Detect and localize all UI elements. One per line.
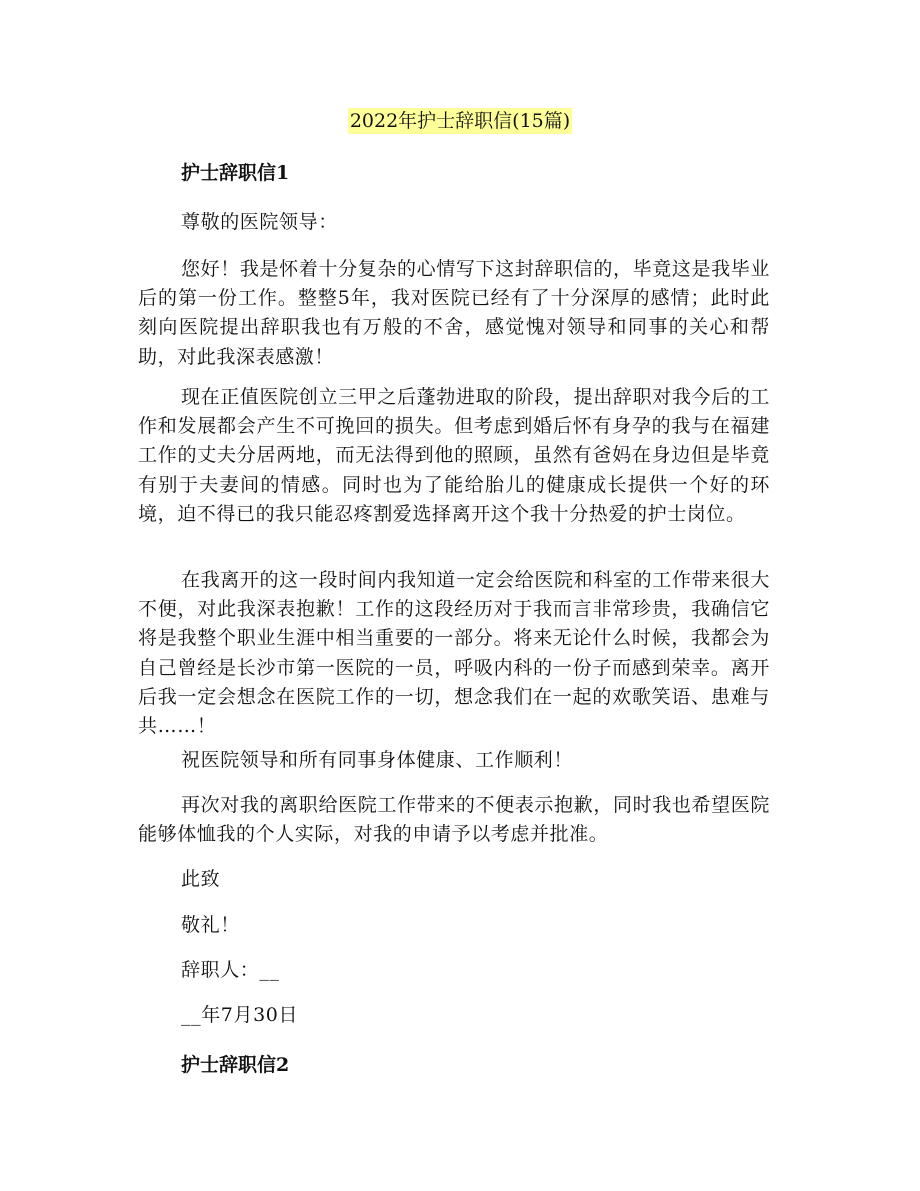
document-title: 2022年护士辞职信(15篇) (349, 110, 571, 132)
paragraph-2: 现在正值医院创立三甲之后蓬勃进取的阶段，提出辞职对我今后的工作和发展都会产生不可挽回的损失。但考虑到婚后怀有身孕的我与在福建工作的丈夫分居两地，而无法得到他的照顾，虽然有爸妈在身边但是毕竟有别于夫妻间的情感。同时也为了能给胎儿的健康成长提供一个好的环境，迫不得已的我只能忍疼割爱选择离开这个我十分热爱的护士岗位。 (138, 386, 770, 525)
salutation: 尊敬的医院领导： (181, 211, 338, 233)
apology-paragraph: 再次对我的离职给医院工作带来的不便表示抱歉，同时我也希望医院能够体恤我的个人实际，对我的申请予以考虑并批准。 (138, 794, 770, 846)
closing-ci-zhi: 此致 (181, 868, 221, 890)
wish-line: 祝医院领导和所有同事身体健康、工作顺利！ (181, 749, 574, 771)
closing-jing-li: 敬礼！ (181, 914, 240, 936)
signature-line: 辞职人：__ (181, 959, 280, 981)
paragraph-1: 您好！我是怀着十分复杂的心情写下这封辞职信的，毕竟这是我毕业后的第一份工作。整整5年，我对医院已经有了十分深厚的感情；此时此刻向医院提出辞职我也有万般的不舍，感觉愧对领导和同事的关心和帮助，对此我深表感激！ (138, 258, 770, 368)
date-line: __年7月30日 (181, 1004, 299, 1026)
title-container (0, 108, 920, 134)
letter2-heading: 护士辞职信2 (181, 1054, 290, 1076)
letter1-heading: 护士辞职信1 (181, 162, 290, 184)
paragraph-3: 在我离开的这一段时间内我知道一定会给医院和科室的工作带来很大不便，对此我深表抱歉！工作的这段经历对于我而言非常珍贵，我确信它将是我整个职业生涯中相当重要的一部分。将来无论什么时候，我都会为自己曾经是长沙市第一医院的一员，呼吸内科的一份子而感到荣幸。离开后我一定会想念在医院工作的一切，想念我们在一起的欢歌笑语、患难与共……！ (138, 569, 770, 738)
